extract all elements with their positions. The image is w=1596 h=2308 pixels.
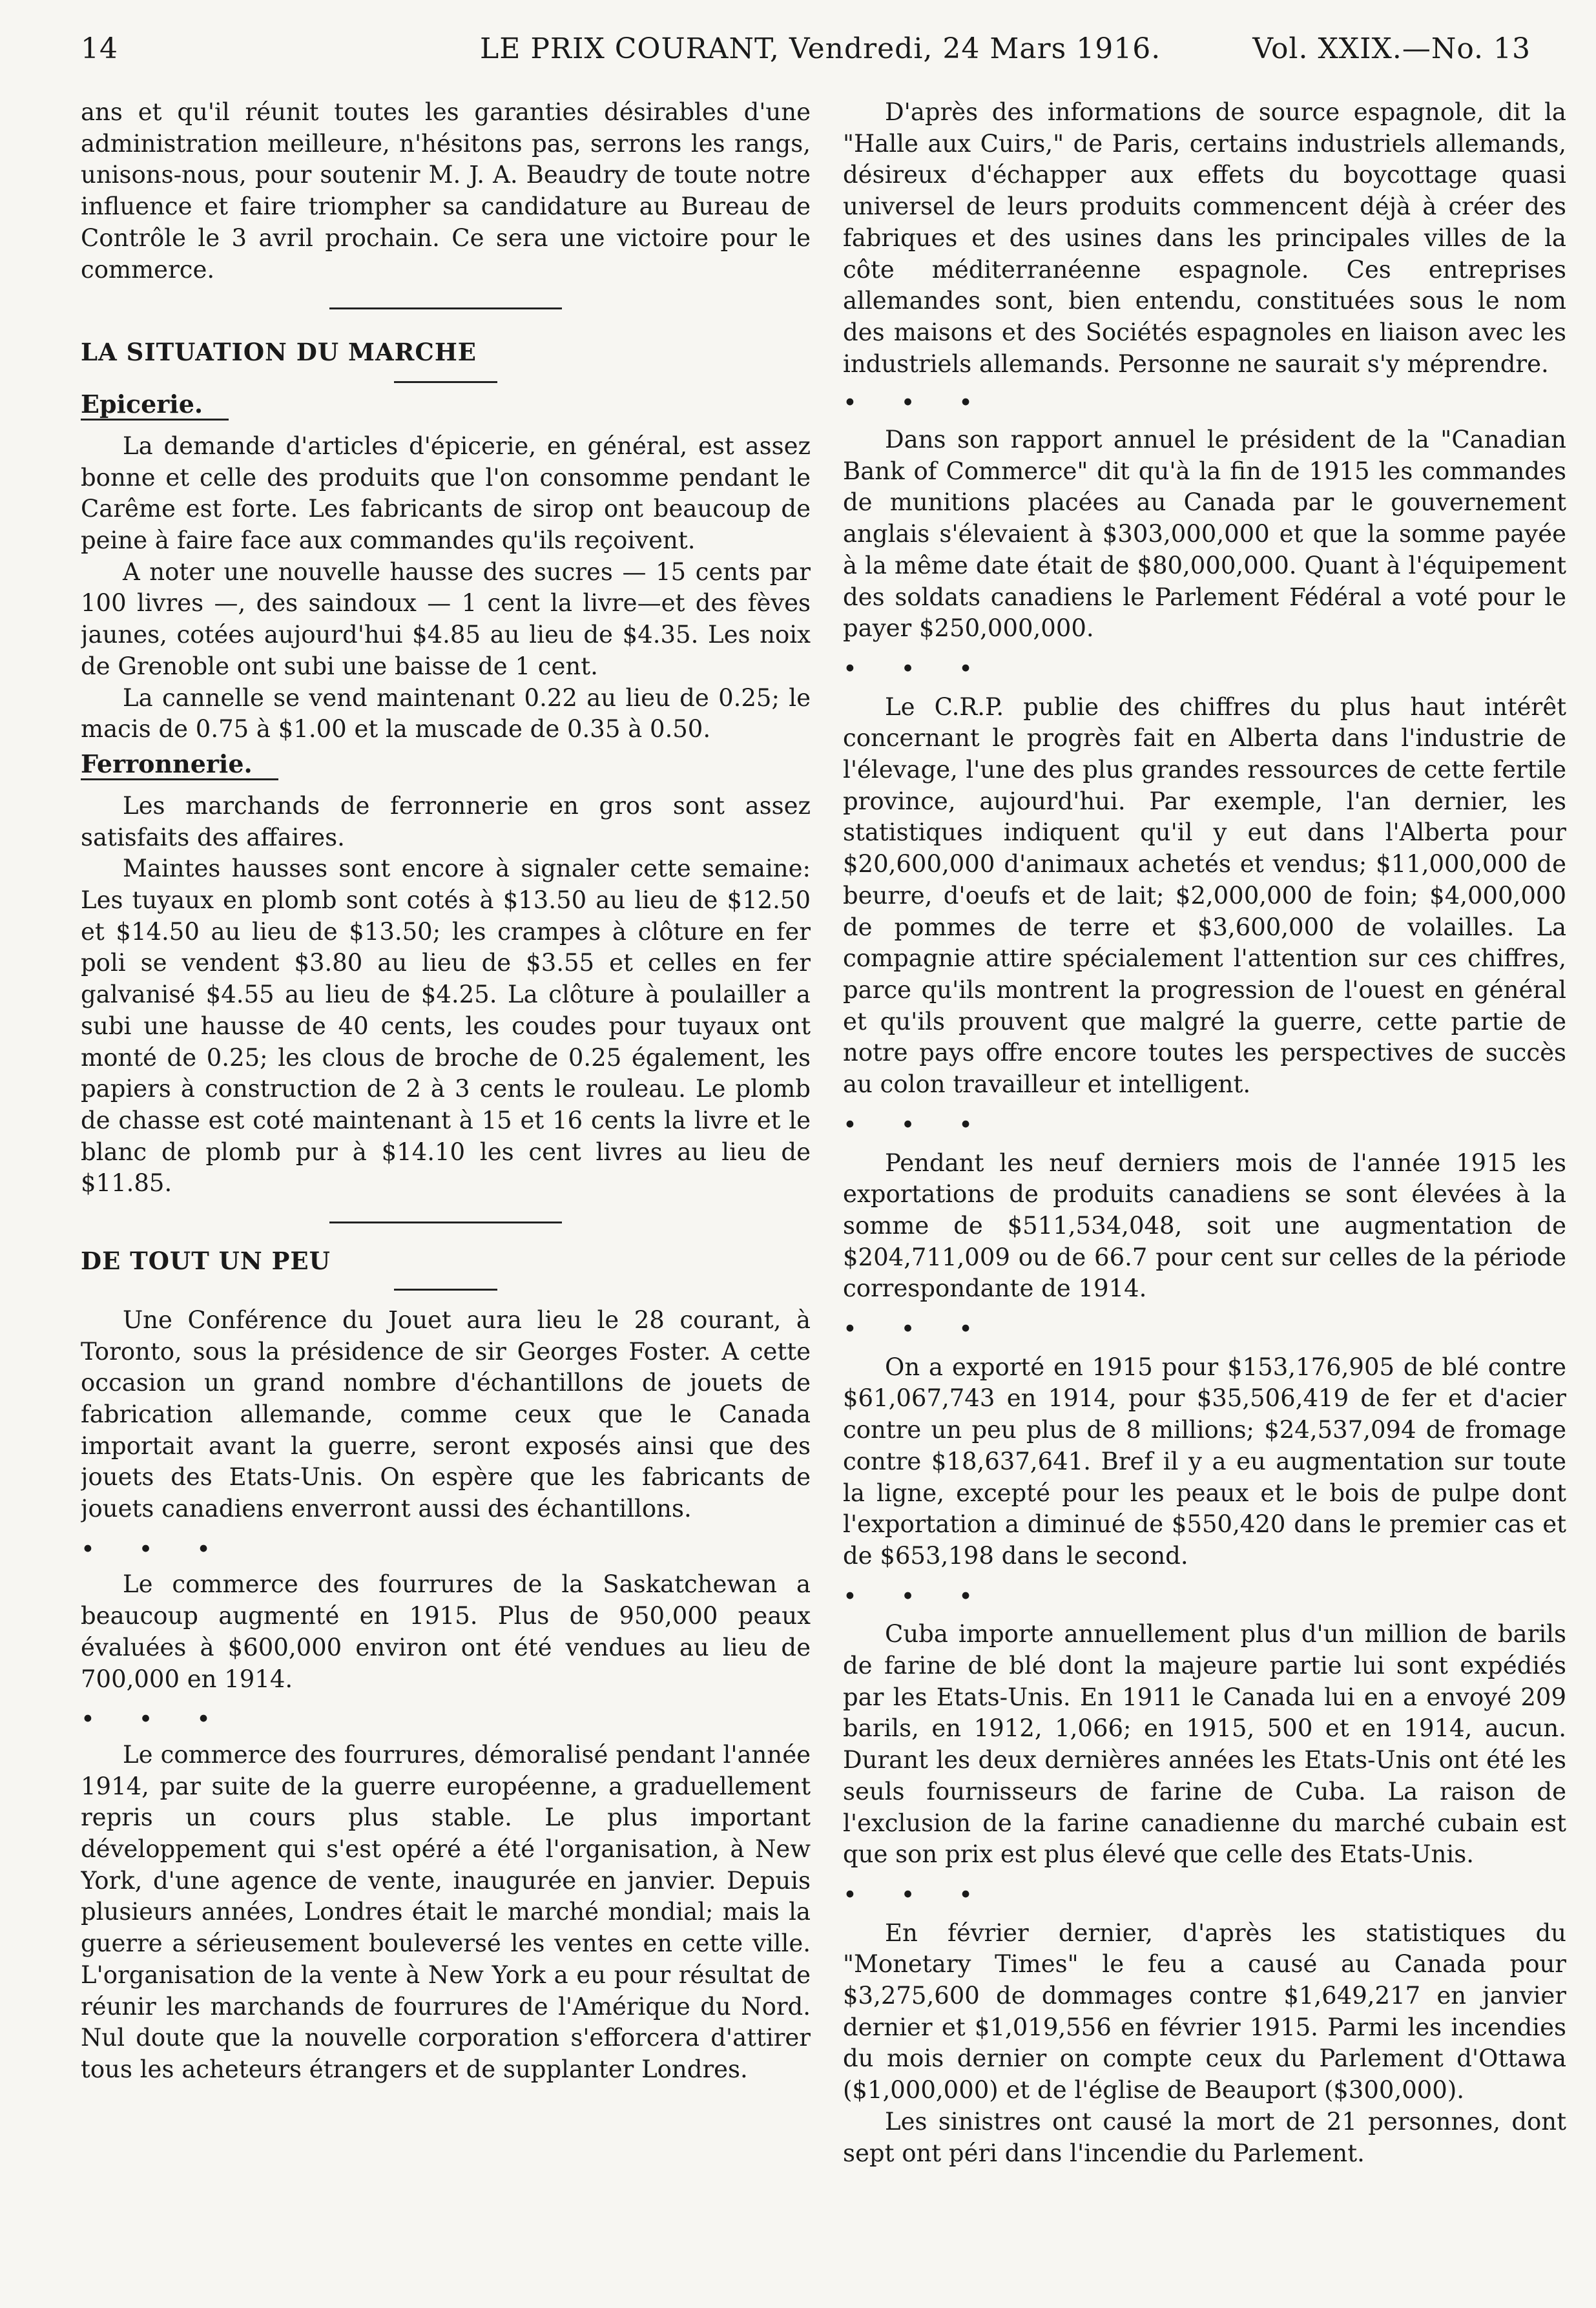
subheading-ferronnerie: Ferronnerie. xyxy=(81,749,278,780)
separator-stars: • • • xyxy=(843,1110,991,1139)
divider xyxy=(394,1289,497,1291)
publication-title: LE PRIX COURANT, Vendredi, 24 Mars 1916. xyxy=(480,32,1161,65)
ferronnerie-paragraph: Les marchands de ferronnerie en gros sont assez satisfaits des affaires. xyxy=(81,791,811,851)
news-paragraph: Le C.R.P. publie des chiffres du plus haut intérêt concernant le progrès fait en Alberta dans l'industrie de l'élevage, l'une des plus grandes ressources de cette fertile province, aujourd'hui. Par exemple, l'an dernier, les statistiques indiquent qu'il y eut dans l'Alberta pour $20,600,000 d'animaux achetés et vendus; $11,000,000 de beurre, d'oeufs et de lait; $2,000,000 de foin; $4,000,000 de pommes de terre et $3,600,000 de volailles. La compagnie attire spécialement l'attention sur ces chiffres, parce qu'ils montrent la progression de l'ouest en général et qu'ils prouvent que malgré la guerre, cette partie de notre pays offre encore toutes les perspectives de succès au colon travailleur et intelligent. xyxy=(843,692,1566,1099)
separator-stars: • • • xyxy=(843,1582,991,1610)
divider xyxy=(394,381,497,383)
news-paragraph: Une Conférence du Jouet aura lieu le 28 courant, à Toronto, sous la présidence de sir Georges Foster. A cette occasion un grand nombre d'échantillons de jouets de fabrication allemande, comme ceux que le Canada importait avant la guerre, seront exposés ainsi que des jouets des Etats-Unis. On espère que les fabricants de jouets canadiens enverront aussi des échantillons. xyxy=(81,1305,811,1523)
epicerie-paragraph: La cannelle se vend maintenant 0.22 au lieu de 0.25; le macis de 0.75 à $1.00 et la muscade de 0.35 à 0.50. xyxy=(81,683,811,743)
page-number: 14 xyxy=(81,32,118,65)
subheading-epicerie: Epicerie. xyxy=(81,390,229,421)
left-column xyxy=(81,97,811,2254)
news-paragraph: En février dernier, d'après les statistiques du "Monetary Times" le feu a causé au Canada pour $3,275,600 de dommages contre $1,649,217 en janvier dernier et $1,019,556 en février 1915. Parmi les incendies du mois dernier on compte ceux du Parlement d'Ottawa ($1,000,000) et de l'église de Beauport ($300,000). xyxy=(843,1918,1566,2105)
divider xyxy=(329,307,562,309)
news-paragraph: D'après des informations de source espagnole, dit la "Halle aux Cuirs," de Paris, certains industriels allemands, désireux d'échapper aux effets du boycottage quasi universel de leurs produits commencent déjà à créer des fabriques et des usines dans les principales villes de la côte méditerranéenne espagnole. Ces entreprises allemandes sont, bien entendu, constituées sous le nom des maisons et des Sociétés espagnoles en liaison avec les industriels allemands. Personne ne saurait s'y méprendre. xyxy=(843,98,1566,378)
news-paragraph: Cuba importe annuellement plus d'un million de barils de farine de blé dont la majeure partie lui sont expédiés par les Etats-Unis. En 1911 le Canada lui en a envoyé 209 barils, en 1912, 1,066; en 1915, 500 et en 1914, aucun. Durant les deux dernières années les Etats-Unis ont été les seuls fournisseurs de farine de Cuba. La raison de l'exclusion de la farine canadienne du marché cubain est que son prix est plus élevé que celle des Etats-Unis. xyxy=(843,1620,1566,1869)
separator-stars: • • • xyxy=(81,1705,229,1734)
separator-stars: • • • xyxy=(843,654,991,683)
news-paragraph: Le commerce des fourrures de la Saskatchewan a beaucoup augmenté en 1915. Plus de 950,000 peaux évaluées à $600,000 environ ont été vendues au lieu de 700,000 en 1914. xyxy=(81,1570,811,1693)
news-paragraph: On a exporté en 1915 pour $153,176,905 de blé contre $61,067,743 en 1914, pour $35,506,419 de fer et d'acier contre un peu plus de 8 millions; $24,537,094 de fromage contre $18,637,641. Bref il y a eu augmentation sur toute la ligne, excepté pour les peaux et le bois de pulpe dont l'exportation a diminué de $550,420 dans le premier cas et de $653,198 dans le second. xyxy=(843,1353,1566,1570)
separator-stars: • • • xyxy=(843,1880,991,1909)
right-column xyxy=(843,97,1566,2254)
section-title-peu: DE TOUT UN PEU xyxy=(81,1247,331,1276)
epicerie-paragraph: La demande d'articles d'épicerie, en général, est assez bonne et celle des produits que l'on consomme pendant le Carême est forte. Les fabricants de sirop ont beaucoup de peine à faire face aux commandes qu'ils reçoivent. xyxy=(81,431,811,555)
news-paragraph: Dans son rapport annuel le président de la "Canadian Bank of Commerce" dit qu'à la fin de 1915 les commandes de munitions placées au Canada par le gouvernement anglais s'élevaient à $303,000,000 et que la somme payée à la même date était de $80,000,000. Quant à l'équipement des soldats canadiens le Parlement Fédéral a voté pour le payer $250,000,000. xyxy=(843,426,1566,643)
section-title-marche: LA SITUATION DU MARCHE xyxy=(81,338,477,367)
divider xyxy=(329,1222,562,1223)
intro-paragraph: ans et qu'il réunit toutes les garanties désirables d'une administration meilleure, n'hésitons pas, serrons les rangs, unisons-nous, pour soutenir M. J. A. Beaudry de toute notre influence et faire triompher sa candidature au Bureau de Contrôle le 3 avril prochain. Ce sera une victoire pour le commerce. xyxy=(81,98,811,284)
separator-stars: • • • xyxy=(843,389,991,417)
news-paragraph: Les sinistres ont causé la mort de 21 personnes, dont sept ont péri dans l'incendie du Parlement. xyxy=(843,2107,1566,2167)
news-paragraph: Le commerce des fourrures, démoralisé pendant l'année 1914, par suite de la guerre européenne, a graduellement repris un cours plus stable. Le plus important développement qui s'est opéré a été l'organisation, à New York, d'une agence de vente, inaugurée en janvier. Depuis plusieurs années, Londres était le marché mondial; mais la guerre a sérieusement bouleversé les ventes en cette ville. L'organisation de la vente à New York a eu pour résultat de réunir les marchands de fourrures de l'Amérique du Nord. Nul doute que la nouvelle corporation s'efforcera d'attirer tous les acheteurs étrangers et de supplanter Londres. xyxy=(81,1740,811,2083)
epicerie-paragraph: A noter une nouvelle hausse des sucres — 15 cents par 100 livres —, des saindoux — 1 cent la livre—et des fèves jaunes, cotées aujourd'hui $4.85 au lieu de $4.35. Les noix de Grenoble ont subi une baisse de 1 cent. xyxy=(81,557,811,680)
news-paragraph: Pendant les neuf derniers mois de l'année 1915 les exportations de produits canadiens se sont élevées à la somme de $511,534,048, soit une augmentation de $204,711,009 ou de 66.7 pour cent sur celles de la période correspondante de 1914. xyxy=(843,1149,1566,1303)
separator-stars: • • • xyxy=(81,1535,229,1563)
separator-stars: • • • xyxy=(843,1315,991,1344)
volume-number: Vol. XXIX.—No. 13 xyxy=(1252,32,1531,65)
page-header xyxy=(81,32,1531,78)
ferronnerie-paragraph: Maintes hausses sont encore à signaler cette semaine: Les tuyaux en plomb sont cotés à $13.50 au lieu de $12.50 et $14.50 au lieu de $13.50; les crampes à clôture en fer poli se vendent $3.80 au lieu de $3.55 et celles en fer galvanisé $4.55 au lieu de $4.25. La clôture à poulailler a subi une hausse de 40 cents, les coudes pour tuyaux ont monté de 0.25; les clous de broche de 0.25 également, les papiers à construction de 2 à 3 cents le rouleau. Le plomb de chasse est coté maintenant à 15 et 16 cents la livre et le blanc de plomb pur à $14.10 les cent livres au lieu de $11.85. xyxy=(81,855,811,1198)
